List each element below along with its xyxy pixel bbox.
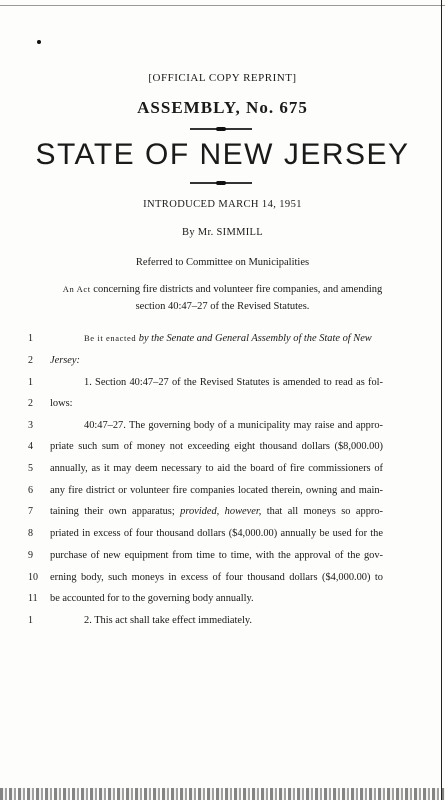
line-text: be accounted for to the governing body annually. <box>50 593 254 604</box>
bill-line <box>0 355 445 369</box>
line-text-part: taining their own apparatus; <box>50 506 181 517</box>
line-text-part: that all moneys so appro- <box>261 506 384 517</box>
line-number: 11 <box>28 593 38 604</box>
introduced-date: INTRODUCED MARCH 14, 1951 <box>143 199 302 210</box>
divider-ornament <box>190 182 252 184</box>
committee-referral: Referred to Committee on Municipalities <box>135 257 310 268</box>
enacting-text: Jersey: <box>50 355 80 366</box>
line-text: lows: <box>50 398 73 409</box>
line-text <box>50 355 383 366</box>
bill-line <box>0 377 445 391</box>
line-number: 2 <box>28 398 33 409</box>
bill-line <box>0 615 445 629</box>
line-text: 2. This act shall take effect immediately. <box>84 615 253 626</box>
line-number: 8 <box>28 528 33 539</box>
line-number: 1 <box>28 615 33 626</box>
bill-line <box>0 550 445 564</box>
scan-bottom-strip <box>0 788 445 800</box>
bill-line <box>0 398 445 412</box>
act-title-text: concerning fire districts and volunteer fire companies, and amending <box>93 284 383 295</box>
sponsor: By Mr. SIMMILL <box>182 227 263 238</box>
line-text: 1. Section 40:47–27 of the Revised Statutes is amended to read as fol- <box>84 377 383 388</box>
line-number: 1 <box>28 377 33 388</box>
bill-line <box>0 441 445 455</box>
enacting-lead: Be it enacted <box>84 333 137 343</box>
line-number: 7 <box>28 506 33 517</box>
act-title-line <box>0 284 445 295</box>
reprint-label: [OFFICIAL COPY REPRINT] <box>148 72 297 84</box>
line-number: 1 <box>28 333 33 344</box>
line-text: annually, as it may deem necessary to aid the board of fire commissioners of <box>50 463 383 474</box>
bill-line <box>0 506 445 520</box>
bill-number: ASSEMBLY, No. 675 <box>137 98 308 117</box>
act-prefix: An Act <box>62 284 91 294</box>
scan-top-edge <box>0 5 445 6</box>
line-number: 2 <box>28 355 33 366</box>
line-number: 5 <box>28 463 33 474</box>
divider-ornament <box>190 128 252 130</box>
line-text: priate such sum of money not exceeding eight thousand dollars ($8,000.00) <box>50 441 383 452</box>
bill-line <box>0 463 445 477</box>
bill-line <box>0 485 445 499</box>
state-title: STATE OF NEW JERSEY <box>35 138 410 171</box>
line-number: 10 <box>28 572 38 583</box>
line-text: erning body, such moneys in excess of four thousand dollars ($4,000.00) to <box>50 572 383 583</box>
bill-line <box>0 420 445 434</box>
bill-line <box>0 572 445 586</box>
line-number: 9 <box>28 550 33 561</box>
line-text <box>50 506 383 517</box>
enacting-text: by the Senate and General Assembly of the State of New <box>136 333 372 344</box>
line-number: 4 <box>28 441 33 452</box>
line-text: 40:47–27. The governing body of a municipality may raise and appro- <box>84 420 383 431</box>
line-number: 3 <box>28 420 33 431</box>
proviso-text: provided, however, <box>180 506 262 517</box>
scan-speck <box>37 40 41 44</box>
bill-line <box>0 593 445 607</box>
bill-line <box>0 333 445 347</box>
act-title-line: section 40:47–27 of the Revised Statutes. <box>135 301 310 312</box>
line-text: priated in excess of four thousand dollars ($4,000.00) annually be used for the <box>50 528 383 539</box>
bill-line <box>0 528 445 542</box>
line-text <box>84 333 383 344</box>
line-text: any fire district or volunteer fire companies located therein, owning and main- <box>50 485 383 496</box>
line-number: 6 <box>28 485 33 496</box>
line-text: purchase of new equipment from time to time, with the approval of the gov- <box>50 550 383 561</box>
